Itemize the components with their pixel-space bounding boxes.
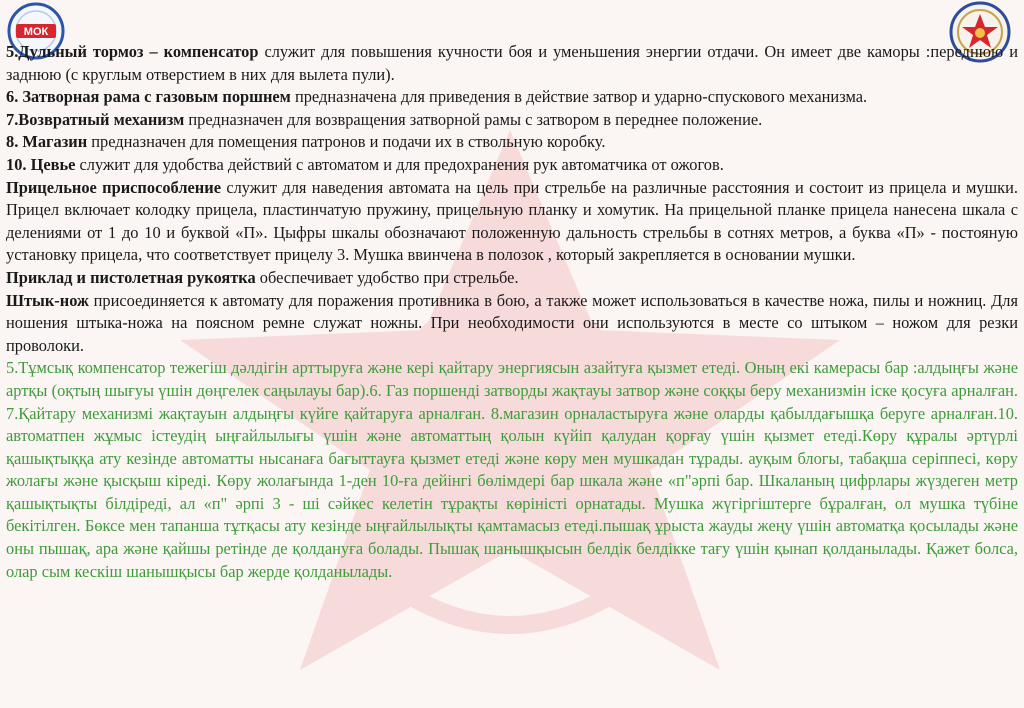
ru-paragraph-bolt-carrier: 6. Затворная рама с газовым поршнем предназначена для приведения в действие затвор и ударно-спускового механизма. — [6, 87, 868, 107]
logo-left-text: МОК — [23, 26, 49, 38]
kz-paragraph: 5.Тұмсық компенсатор тежегіш дәлдігін арттыруға және кері қайтару энергиясын азайтуға қызмет етеді. Оның екі камерасы бар :алдыңғы және артқы (оқтың шығуы үшін дөңгелек саңылауы бар).6. Газ поршенді затворды жақтауы затвор және соққы беру механизмін іске қосуға арналған. 7.Қайтару механизмі жақтауын алдыңғы күйге қайтаруға арналған. 8.магазин орналастыруға және оларды қабылдағышқа беруге арналған.10. автоматпен жұмыс істеудің ыңғайлылығы үшін және автоматтың қолын күйіп қалудан қорғау үшін қызмет етеді.Көру құралы әртүрлі қашықтыққа ату кезінде автоматты нысанаға бағыттауға қызмет етеді және көру мен мушкадан тұрады. ауқым блогы, табақша серіппесі, көру жолағы және қысқыш кіреді. Көру жолағында 1-ден 10-ға дейінгі бөлімдері бар шкала және «п"әрпі бар. Шкаланың цифрлары жүздеген метр қашықтықты білдіреді, ал «п" әрпі 3 - ші сәйкес келетін тұрақты көріністі орнатады. Мушка жүгіргіштерге бұралған, ол мушка түбіне бекітілген. Бөксе мен тапанша тұтқасы ату кезінде ыңғайлылықты қамтамасыз етеді.пышақ ұрыста жауды жеңу үшін автоматқа қосылады және оны пышақ, ара және қайшы ретінде де қолдануға болады. Пышақ шанышқысын белдік белдікке тағу үшін қынап қолданылады. Қажет болса, олар сым кескіш шанышқысы бар жерде қолданылады. — [6, 358, 1018, 581]
ru-paragraph-sight: Прицельное приспособление служит для наведения автомата на цель при стрельбе на различные расстояния и состоит из прицела и мушки. Прицел включает колодку прицела, пластинчатую пружину, прицельную планку и хомутик. На прицельной планке прицела нанесена шкала с делениями от 1 до 10 и буквой «П». Цыфры шкалы обозначают положенную дальность стрельбы в сотнях метров, а буква «П» - постояную установку прицела, что соответствует прицелу 3. Мушка ввинчена в полозок , который закрепляется в основании мушки. — [6, 177, 1018, 265]
ru-paragraph-bayonet: Штык-нож присоединяется к автомату для поражения противника в бою, а также может использоваться в качестве ножа, пилы и ножниц. Для ношения штыка-ножа на поясном ремне служат ножны. При необходимости они используются в месте со штыком – ножом для резки проволоки. — [6, 290, 1018, 355]
ru-paragraph-return-mechanism: 7.Возвратный механизм предназначен для возвращения затворной рамы с затвором в переднее положение. — [6, 109, 763, 129]
ru-paragraph-handguard: 10. Цевье служит для удобства действий с автоматом и для предохранения рук автоматчика от ожогов. — [6, 154, 724, 174]
ru-paragraph-stock: Приклад и пистолетная рукоятка обеспечивает удобство при стрельбе. — [6, 267, 519, 287]
ru-paragraph-muzzle-brake: 5.Дульный тормоз – компенсатор служит для повышения кучности боя и уменьшения энергии отдачи. Он имеет две каморы :переднюю и заднюю (с круглым отверстием в них для вылета пули). — [6, 42, 1018, 84]
ru-paragraph-magazine: 8. Магазин предназначен для помещения патронов и подачи их в ствольную коробку. — [6, 132, 606, 152]
document-body — [6, 41, 1018, 583]
